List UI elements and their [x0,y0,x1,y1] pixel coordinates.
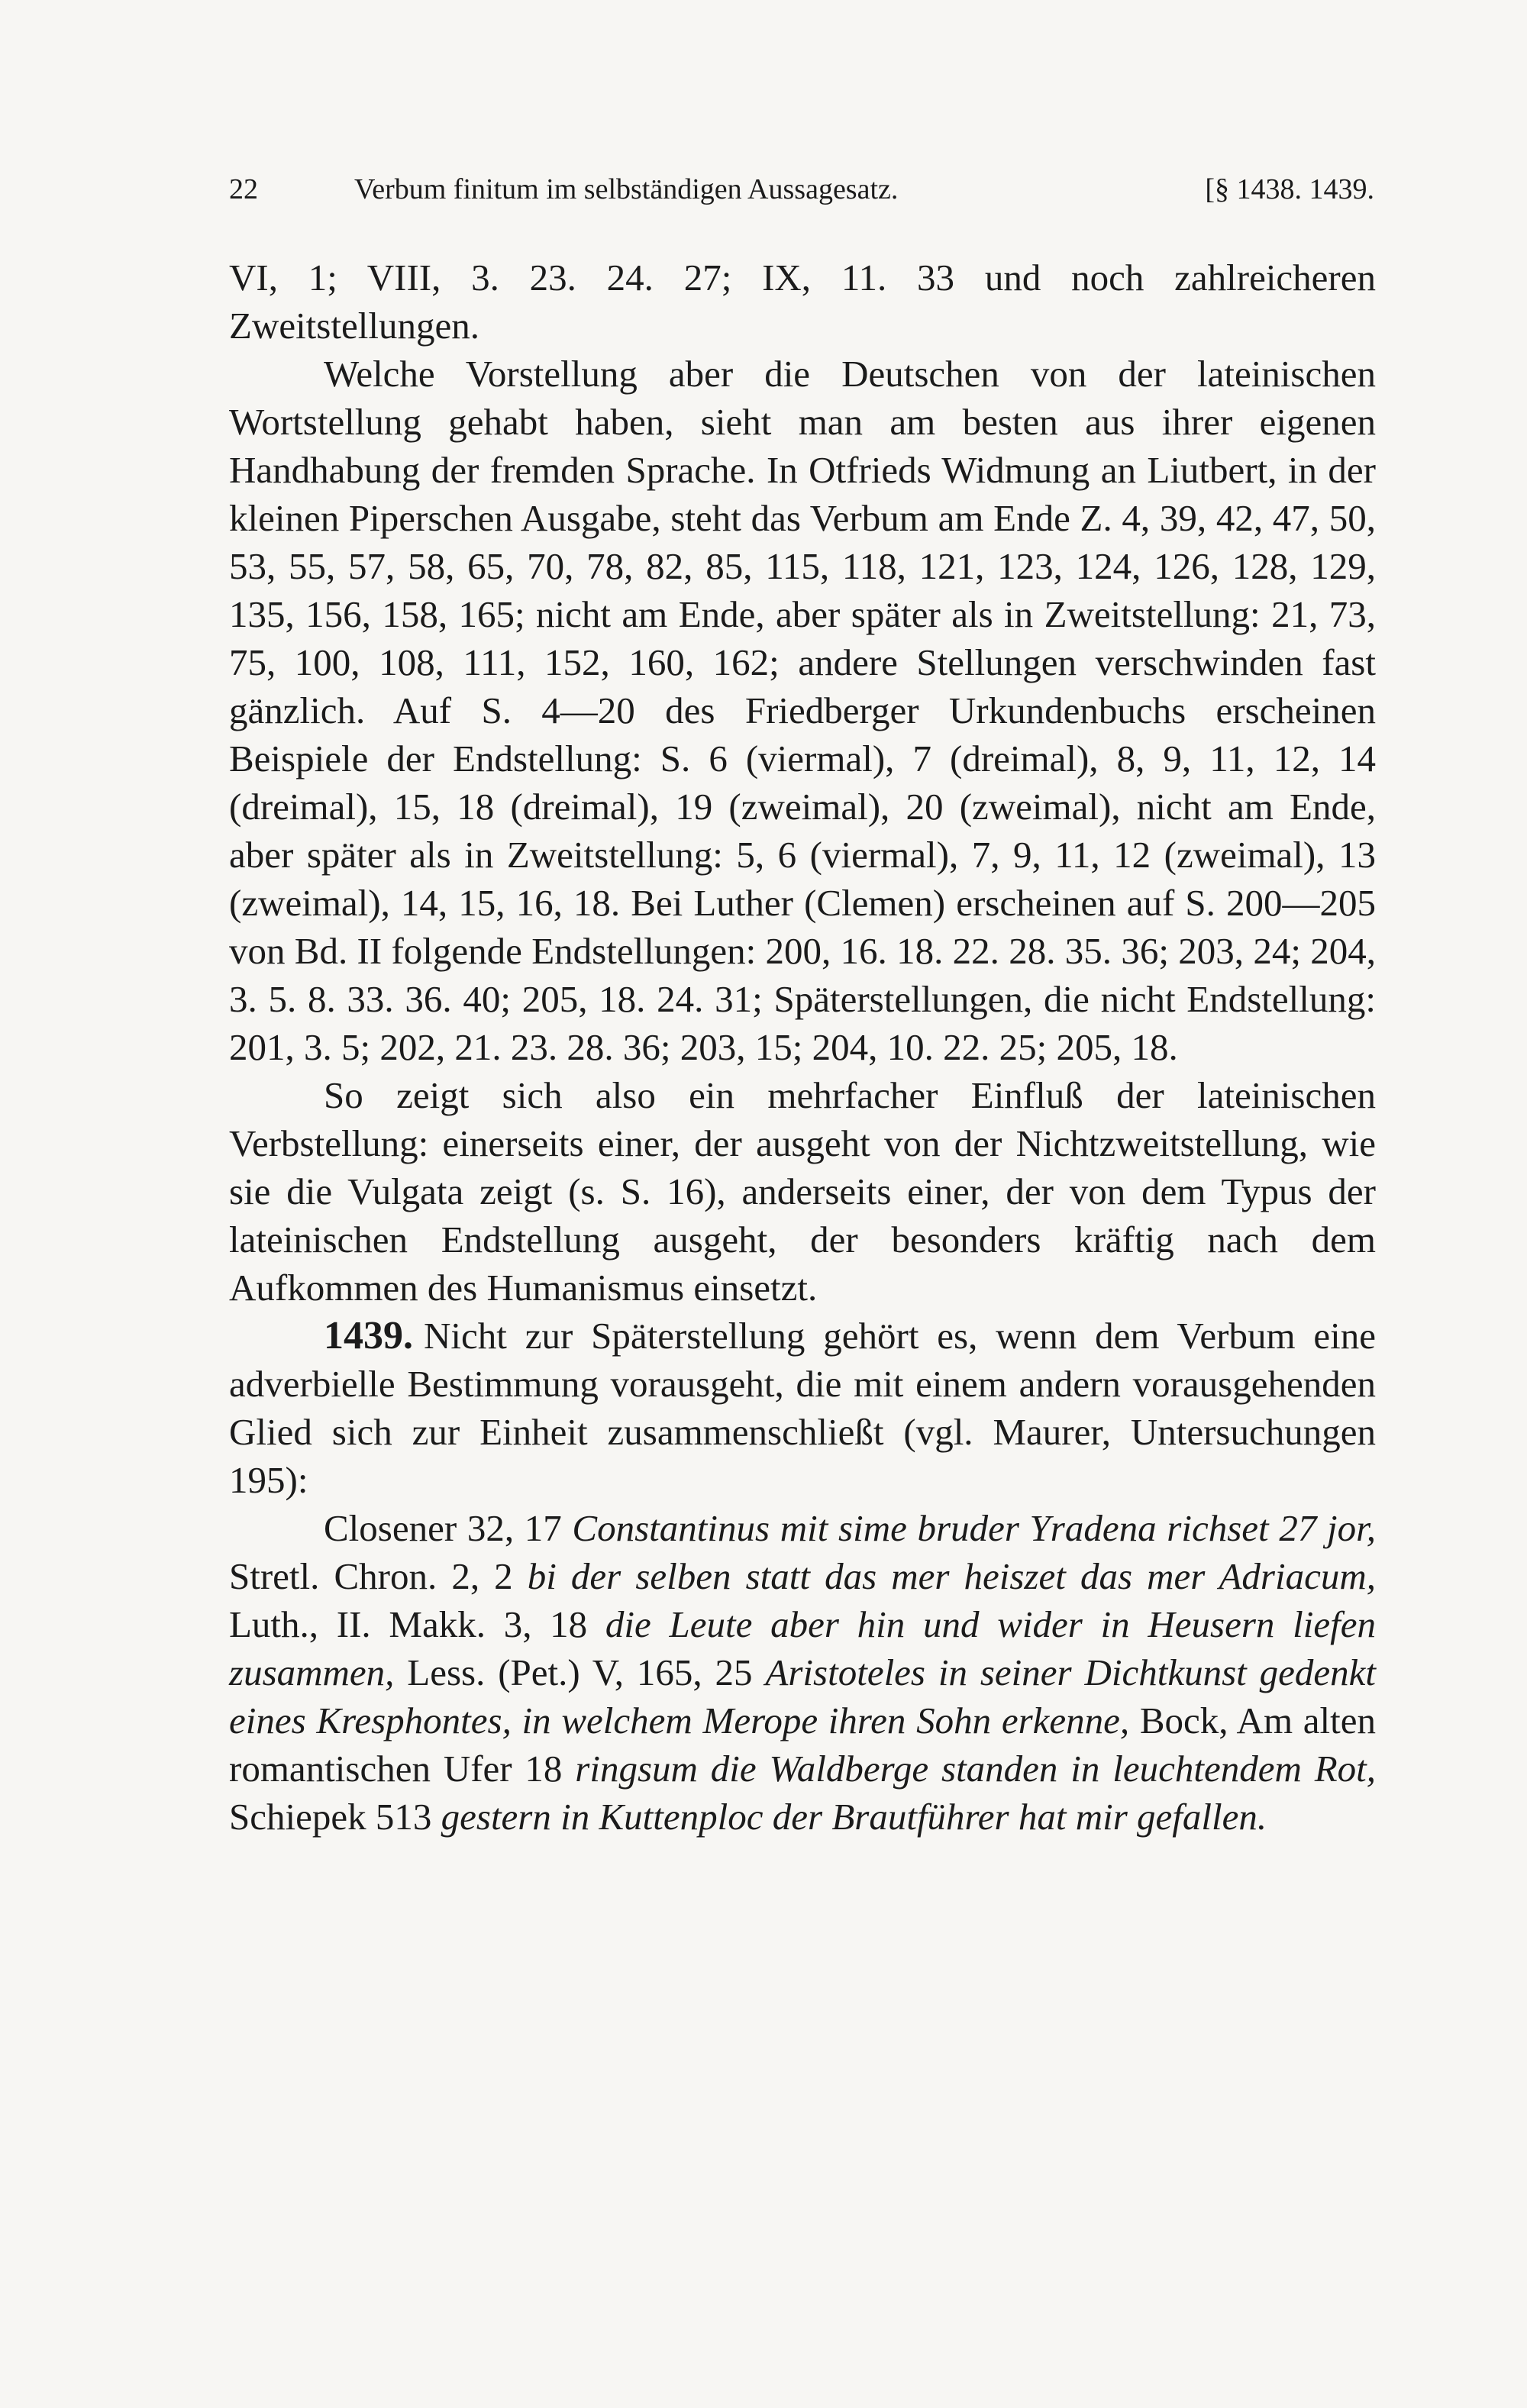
section-reference: [§ 1438. 1439. [1205,173,1374,205]
paragraph: Welche Vorstellung aber die Deutschen von der lateinischen Wortstellung gehabt haben, sieht man am besten aus ihrer eigenen Handhabung der fremden Sprache. In Otfrieds Widmung an Liutbert, in der kleinen Piperschen Ausgabe, steht das Verbum am Ende Z. 4, 39, 42, 47, 50, 53, 55, 57, 58, 65, 70, 78, 82, 85, 115, 118, 121, 123, 124, 126, 128, 129, 135, 156, 158, 165; nicht am Ende, aber später als in Zweitstellung: 21, 73, 75, 100, 108, 111, 152, 160, 162; andere Stellungen verschwinden fast gänzlich. Auf S. 4—20 des Friedberger Urkundenbuchs erscheinen Beispiele der Endstellung: S. 6 (viermal), 7 (dreimal), 8, 9, 11, 12, 14 (dreimal), 15, 18 (dreimal), 19 (zweimal), 20 (zweimal), nicht am Ende, aber später als in Zweitstellung: 5, 6 (viermal), 7, 9, 11, 12 (zweimal), 13 (zweimal), 14, 15, 16, 18. Bei Luther (Clemen) erscheinen auf S. 200—205 von Bd. II folgende Endstellungen: 200, 16. 18. 22. 28. 35. 36; 203, 24; 204, 3. 5. 8. 33. 36. 40; 205, 18. 24. 31; Späterstellungen, die nicht Endstellung: 201, 3. 5; 202, 21. 23. 28. 36; 203, 15; 204, 10. 22. 25; 205, 18. [229,353,1376,1068]
section-number: 1439. [324,1314,413,1357]
example-quote: Aristoteles in seiner Dichtkunst gedenkt eines Kresphontes, in welchem Merope ihren Sohn erkenne, [229,1651,1376,1741]
citation: Closener 32, 17 [324,1507,573,1549]
example-quote: die Leute aber hin und wider in Heusern liefen zusammen, [229,1603,1376,1693]
paragraph-continuation: VI, 1; VIII, 3. 23. 24. 27; IX, 11. 33 und noch zahlreicheren Zweitstellungen. [229,257,1376,347]
example-quote: ringsum die Waldberge standen in leuchtendem Rot, [575,1748,1376,1790]
body-text [229,253,1376,1841]
running-header [229,173,1374,218]
citation: Bock, Am alten romantischen Ufer 18 [229,1699,1377,1790]
citation: Luth., II. Makk. 3, 18 [229,1603,605,1645]
running-title: Verbum finitum im selbständigen Aussagesatz. [354,173,899,205]
citation: Stretl. Chron. 2, 2 [229,1555,528,1597]
citation: Schiepek 513 [229,1796,441,1838]
section-paragraph-1439 [229,1312,1376,1504]
page-number: 22 [229,173,258,205]
example-quote: gestern in Kuttenploc der Brautführer hat mir gefallen. [441,1796,1267,1838]
examples-paragraph [229,1504,1376,1841]
example-quote: Constantinus mit sime bruder Yradena richset 27 jor, [572,1507,1376,1549]
section-text: Nicht zur Späterstellung gehört es, wenn dem Verbum eine adverbielle Bestimmung vorausgeht, die mit einem andern vorausgehenden Glied sich zur Einheit zusammenschließt (vgl. Maurer, Untersuchungen 195): [229,1315,1376,1501]
citation: Less. (Pet.) V, 165, 25 [394,1651,766,1693]
example-quote: bi der selben statt das mer heiszet das mer Adriacum, [527,1555,1376,1597]
paragraph: So zeigt sich also ein mehrfacher Einfluß der lateinischen Verbstellung: einerseits einer, der ausgeht von der Nichtzweitstellung, wie sie die Vulgata zeigt (s. S. 16), anderseits einer, der von dem Typus der lateinischen Endstellung ausgeht, der besonders kräftig nach dem Aufkommen des Humanismus einsetzt. [229,1074,1376,1309]
